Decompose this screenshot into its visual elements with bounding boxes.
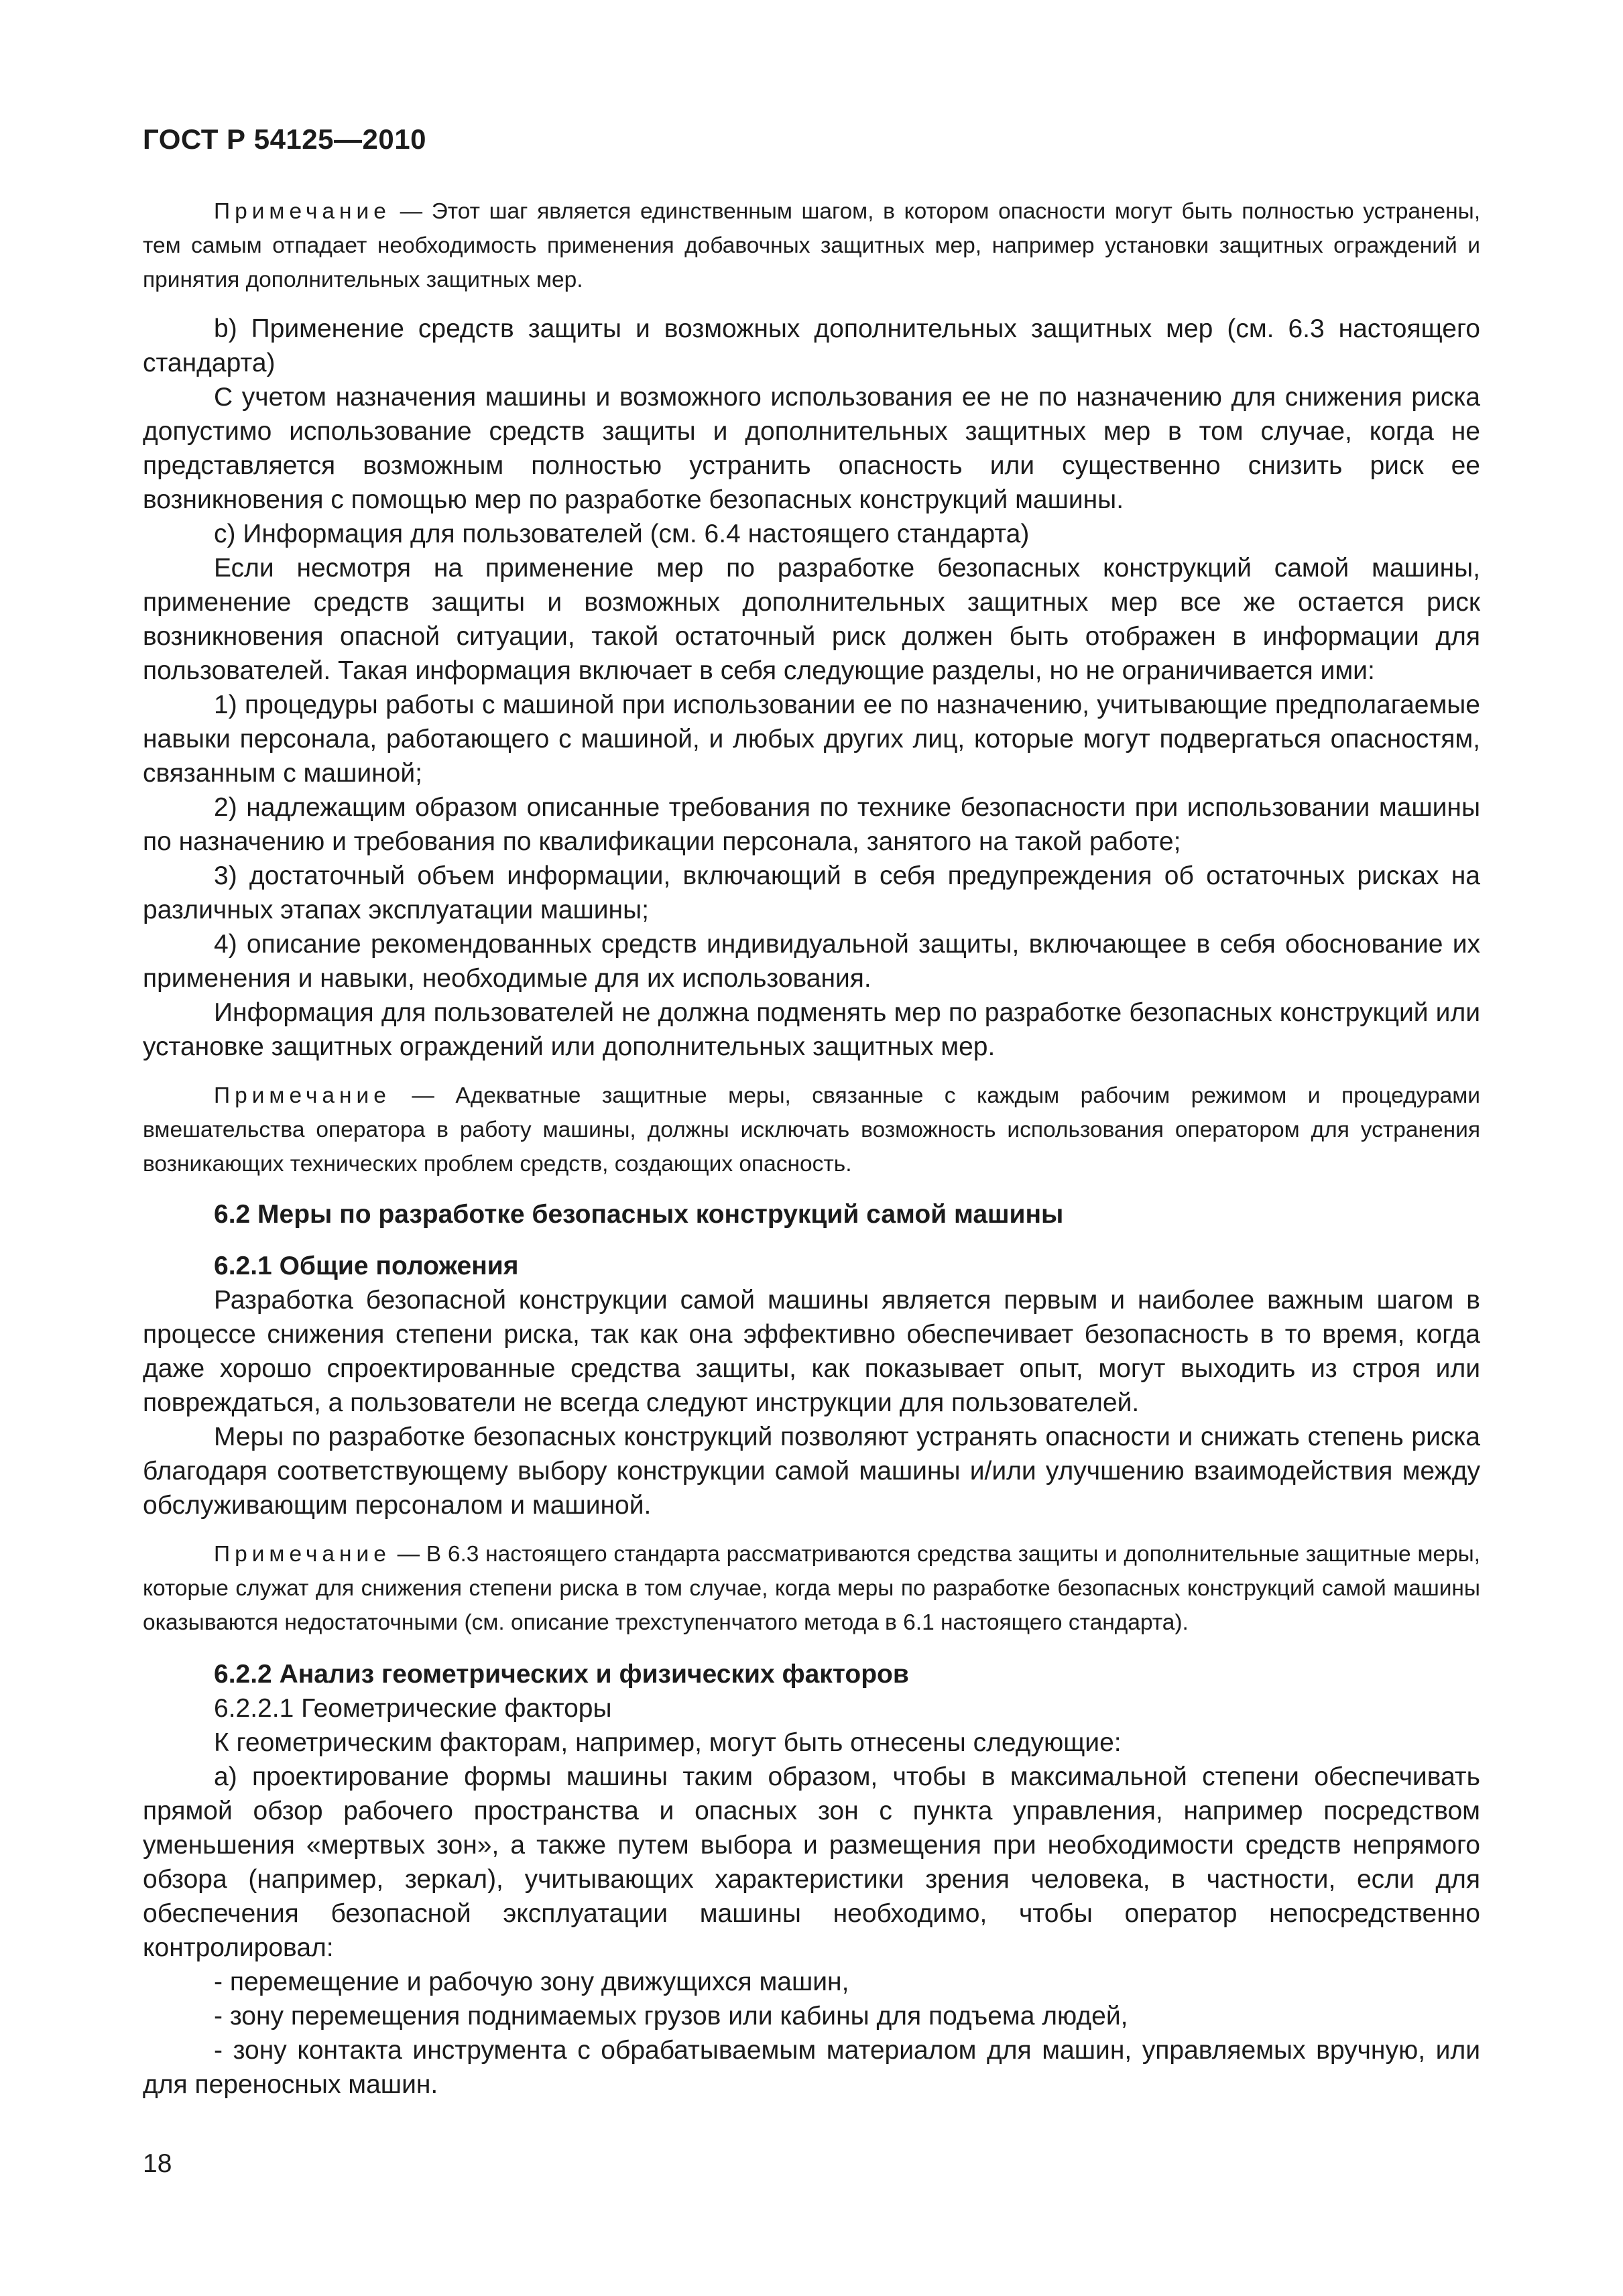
note-text: — Адекватные защитные меры, связанные с каждым рабочим режимом и процедурами вмешательства оператора в работу машины, должны исключать возможность использования оператором для устранения возникающих технических проблем средств, создающих опасность. <box>143 1083 1480 1176</box>
body-paragraph: С учетом назначения машины и возможного использования ее не по назначению для снижения риска допустимо использование средств защиты и дополнительных защитных мер в том случае, когда не представляется возможным полностью устранить опасность или существенно снизить риск ее возникновения с помощью мер по разработке безопасных конструкций машины. <box>143 383 1480 514</box>
note-paragraph <box>143 1079 1480 1181</box>
body-paragraph: c) Информация для пользователей (см. 6.4 настоящего стандарта) <box>214 520 1030 548</box>
page-number: 18 <box>143 2149 172 2178</box>
note-label: Примечание <box>214 1542 391 1567</box>
body-paragraph: b) Применение средств защиты и возможных дополнительных защитных мер (см. 6.3 настоящего стандарта) <box>143 314 1480 377</box>
list-item: - зону контакта инструмента с обрабатываемым материалом для машин, управляемых вручную, или для переносных машин. <box>143 2036 1480 2099</box>
note-paragraph <box>143 1537 1480 1640</box>
body-paragraph: Меры по разработке безопасных конструкций позволяют устранять опасности и снижать степень риска благодаря соответствующему выбору конструкции самой машины и/или улучшению взаимодействия между обслуживающим персоналом и машиной. <box>143 1423 1480 1520</box>
body-paragraph: К геометрическим факторам, например, могут быть отнесены следующие: <box>214 1728 1122 1757</box>
note-text: — В 6.3 настоящего стандарта рассматриваются средства защиты и дополнительные защитные меры, которые служат для снижения степени риска в том случае, когда меры по разработке безопасных конструкций самой машины оказываются недостаточными (см. описание трехступенчатого метода в 6.1 настоящего стандарта). <box>143 1542 1480 1635</box>
body-paragraph: Разработка безопасной конструкции самой машины является первым и наиболее важным шагом в процессе снижения степени риска, так как она эффективно обеспечивает безопасность в то время, когда даже хорошо спроектированные средства защиты, как показывает опыт, могут выходить из строя или повреждаться, а пользователи не всегда следуют инструкции для пользователей. <box>143 1286 1480 1417</box>
document-body <box>143 194 1480 2102</box>
document-header: ГОСТ Р 54125—2010 <box>143 123 426 155</box>
list-item: - перемещение и рабочую зону движущихся машин, <box>214 1968 849 1996</box>
list-item: 1) процедуры работы с машиной при использовании ее по назначению, учитывающие предполагаемые навыки персонала, работающего с машиной, и любых других лиц, которые могут подвергаться опасностям, связанным с машиной; <box>143 690 1480 788</box>
note-label: Примечание <box>214 199 391 224</box>
list-item: - зону перемещения поднимаемых грузов или кабины для подъема людей, <box>214 2002 1128 2031</box>
list-item: 3) достаточный объем информации, включающий в себя предупреждения об остаточных рисках на различных этапах эксплуатации машины; <box>143 861 1480 924</box>
clause-title: 6.2.2.1 Геометрические факторы <box>214 1694 612 1723</box>
list-item: 4) описание рекомендованных средств индивидуальной защиты, включающее в себя обоснование их применения и навыки, необходимые для их использования. <box>143 930 1480 993</box>
note-paragraph <box>143 194 1480 297</box>
subsection-heading: 6.2.2 Анализ геометрических и физических факторов <box>214 1660 909 1689</box>
note-text: — Этот шаг является единственным шагом, в котором опасности могут быть полностью устранены, тем самым отпадает необходимость применения добавочных защитных мер, например установки защитных ограждений и принятия дополнительных защитных мер. <box>143 199 1480 292</box>
section-heading: 6.2 Меры по разработке безопасных конструкций самой машины <box>214 1200 1064 1229</box>
subsection-heading: 6.2.1 Общие положения <box>214 1252 519 1280</box>
list-item: 2) надлежащим образом описанные требования по технике безопасности при использовании машины по назначению и требования по квалификации персонала, занятого на такой работе; <box>143 793 1480 856</box>
list-item: а) проектирование формы машины таким образом, чтобы в максимальной степени обеспечивать прямой обзор рабочего пространства и опасных зон с пункта управления, например посредством уменьшения «мертвых зон», а также путем выбора и размещения при необходимости средств непрямого обзора (например, зеркал), учитывающих характеристики зрения человека, в частности, если для обеспечения безопасной эксплуатации машины необходимо, чтобы оператор непосредственно контролировал: <box>143 1762 1480 1962</box>
body-paragraph: Информация для пользователей не должна подменять мер по разработке безопасных конструкций или установке защитных ограждений или дополнительных защитных мер. <box>143 998 1480 1061</box>
body-paragraph: Если несмотря на применение мер по разработке безопасных конструкций самой машины, применение средств защиты и возможных дополнительных защитных мер все же остается риск возникновения опасной ситуации, такой остаточный риск должен быть отображен в информации для пользователей. Такая информация включает в себя следующие разделы, но не ограничивается ими: <box>143 554 1480 685</box>
note-label: Примечание <box>214 1083 391 1108</box>
